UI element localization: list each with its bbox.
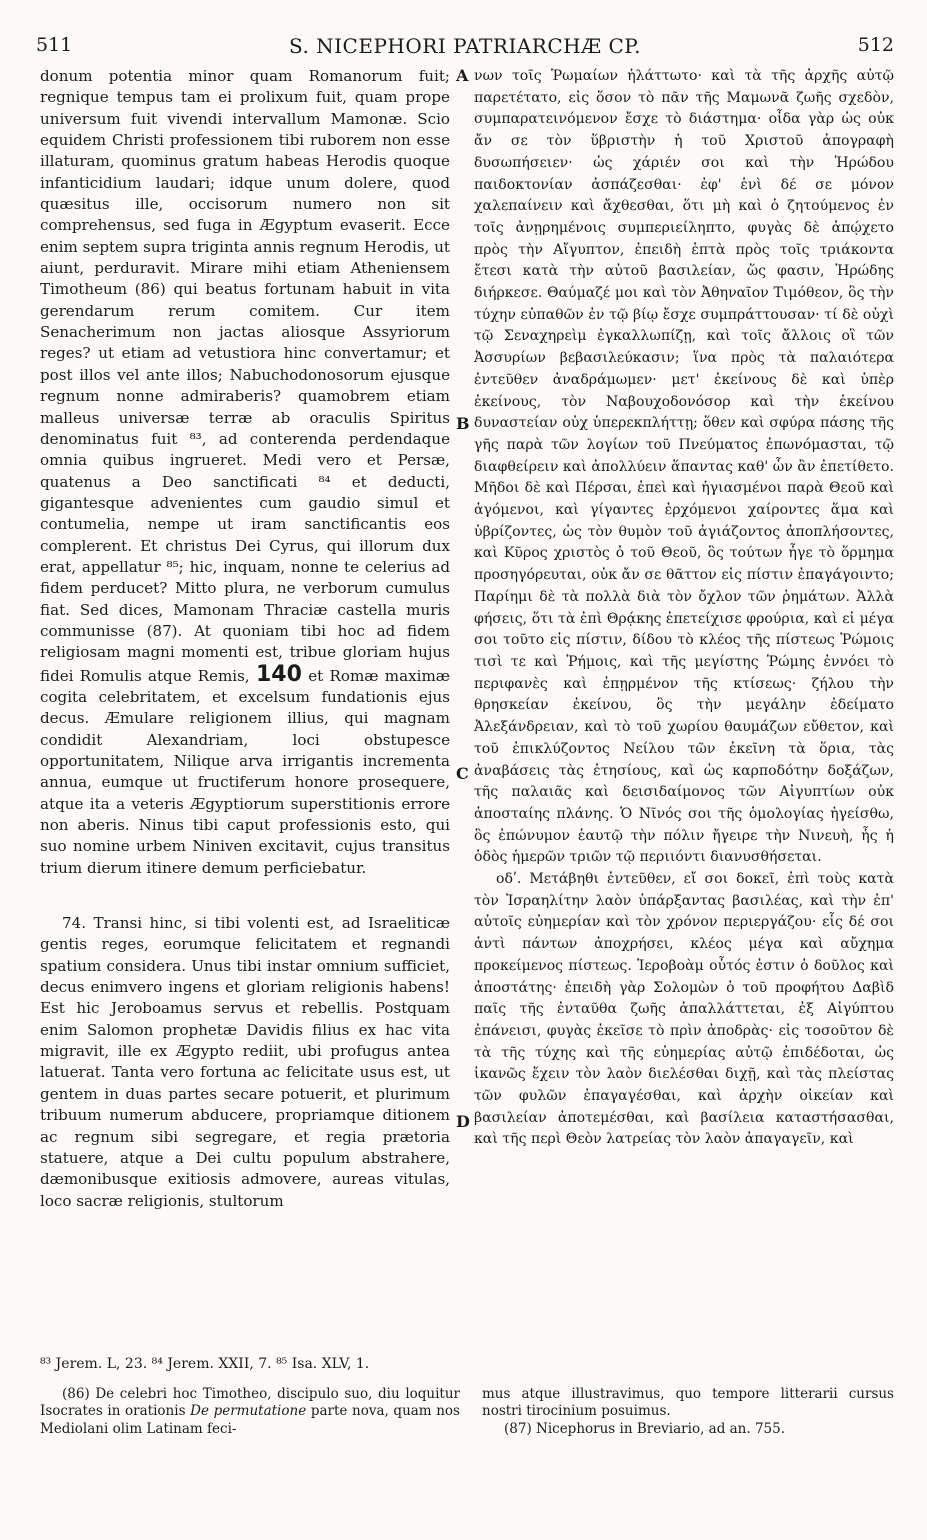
scripture-references: ⁸³ Jerem. L, 23. ⁸⁴ Jerem. XXII, 7. ⁸⁵ Isa. XLV, 1. — [40, 1356, 370, 1372]
footnote-86-text-b: parte nova, quam nos Mediolani olim Latinam feci- — [40, 1403, 460, 1437]
latin-paragraph-2: 74. Transi hinc, si tibi volenti est, ad Israeliticæ gentis reges, eorumque felicitatem et regnandi spatium considera. Unus tibi instar omnium sufficiet, decus enimvero ingens et gloriam religionis habens! Est hic Jeroboamus servus et rebellis. Postquam enim Salomon prophetæ Davidis filius ex hac vita migravit, ille ex Ægypto rediit, ubi profugus antea latuerat. Tanta vero fortuna ac felicitate usus est, ut gentem in duas partes secare potuerit, et plurimum tribuum numerum abducere, propriamque ditionem ac regnum sibi segregare, et regia prætoria statuere, atque a Dei cultu populum abstrahere, dæmonibusque exitiosis admovere, aureas vitulas, loco sacræ religionis, stultorum — [40, 914, 450, 1210]
footnote-86-work-title: De permutatione — [190, 1403, 307, 1420]
margin-letter-c: C — [456, 764, 469, 783]
running-title: S. NICEPHORI PATRIARCHÆ CP. — [288, 34, 642, 58]
greek-column — [474, 66, 894, 1151]
footnotes-left — [40, 1386, 460, 1438]
greek-paragraph-2: οδʹ. Μετάβηθι ἐντεῦθεν, εἴ σοι δοκεῖ, ἐπὶ τοὺς κατὰ τὸν Ἰσραηλίτην λαὸν ὑπάρξαντας βασιλέας, καὶ τὴν ἐπ' αὐτοῖς εὐημερίαν καὶ τὸν χρόνον περιεργάζου· εἷς δέ σοι ἀντὶ πάντων ἀποχρήσει, κλέος μέγα καὶ αὔχημα προκείμενος πίστεως. Ἱεροβοὰμ οὗτός ἐστιν ὁ δοῦλος καὶ ἀποστάτης· ἐπειδὴ γὰρ Σολομὼν ὁ τοῦ προφήτου Δαβὶδ παῖς τῆς ἐνταῦθα ζωῆς ἀπαλλάττεται, ἐξ Αἰγύπτου ἐπάνεισι, φυγὰς ἐκεῖσε τὸ πρὶν ἀποδρὰς· εἰς τοσοῦτον δὲ τὰ τῆς τύχης καὶ τῆς εὐημερίας αὐτῷ ἐπιδέδοται, ὡς ἱκανῶς ἔχειν τὸν λαὸν διελέσθαι διχῇ, καὶ τὰς πλείστας τῶν φυλῶν ἐπαγαγέσθαι, καὶ ἀρχὴν οἰκείαν καὶ βασιλείαν ἀποτεμέσθαι, καὶ βασίλεια καταστήσασθαι, καὶ τῆς περὶ Θεὸν λατρείας τὸν λαὸν ἀπαγαγεῖν, καὶ — [474, 871, 894, 1148]
footnote-86-continued: mus atque illustravimus, quo tempore litterarii cursus nostri tirocinium posuimus. — [482, 1386, 894, 1420]
margin-letter-d: D — [456, 1112, 470, 1131]
footnotes-right — [482, 1386, 894, 1438]
footnote-86-text-a: (86) De celebri hoc Timotheo, discipulo suo, diu loquitur Isocrates in orationis — [40, 1386, 460, 1420]
page-number-left: 511 — [36, 34, 73, 56]
greek-paragraph-1: νων τοῖς Ῥωμαίων ἠλάττωτο· καὶ τὰ τῆς ἀρχῆς αὐτῷ παρετέτατο, εἰς ὅσον τὸ πᾶν τῆς Μαμωνᾶ ζωῆς σχεδὸν, συμπαρατεινόμενον ἔσχε τὸ διάστημα· οἶδα γὰρ ὡς οὐκ ἄν σε τὸν ὕβριστὴν ἡ τοῦ Χριστοῦ ἀπογραφὴ δυσωπήσειεν· ὡς χάριέν σοι καὶ τὴν Ἡρώδου παιδοκτονίαν ἀσπάζεσθαι· ἐφ' ἑνὶ δέ σε μόνον χαλεπαίνειν καὶ ἄχθεσθαι, ὅτι μὴ καὶ ὁ ζητούμενος ἐν τοῖς ἀνῃρημένοις συμπεριείληπτο, φυγὰς δὲ ἀπῴχετο πρὸς τὴν Αἴγυπτον, ἐπειδὴ ἑπτὰ πρὸς τοῖς τριάκοντα ἔτεσι κατὰ τὴν αὐτοῦ βασιλείαν, ὥς φασιν, Ἡρώδης διήρκεσε. Θαύμαζέ μοι καὶ τὸν Ἀθηναῖον Τιμόθεον, ὃς τὴν τύχην εὐπαθῶν ἐν τῷ βίῳ ἔσχε συμπράττουσαν· τί δὲ οὐχὶ τῷ Σεναχηρεὶμ ἐγκαλλωπίζῃ, καὶ τοῖς ἄλλοις οἳ τῶν Ἀσσυρίων βεβασιλεύκασιν; ἵνα πρὸς τὰ παλαιότερα ἐντεῦθεν ἀναδράμωμεν· μετ' ἐκείνους δὲ καὶ ὑπὲρ ἐκείνους, τὸν Ναβουχοδονόσορ καὶ τὴν ἐκείνου δυναστείαν οὐχ ὑπερεκπλήττῃ; ὅθεν καὶ σφύρα πάσης τῆς γῆς παρὰ τῶν λογίων τοῦ Πνεύματος ἐπωνόμασται, τῷ διαφθείρειν καὶ ἀπολλύειν ἅπαντας καθ' ὧν ἂν ἐπετίθετο. Μῆδοι δὲ καὶ Πέρσαι, ἐπεὶ καὶ ἡγιασμένοι παρὰ Θεοῦ καὶ ἀγόμενοι, καὶ γίγαντες ἐρχόμενοι χαίροντες ἅμα καὶ ὑβρίζοντες, ὡς τὸν θυμὸν τοῦ ἁγιάζοντος ἀποπλήσοντες, καὶ Κῦρος χριστὸς ὁ τοῦ Θεοῦ, ὃς τούτων ἦγε τὸ ὅρμημα προσηγόρευται, οὐκ ἄν σε θᾶττον εἰς πίστιν ἐπαγάγοιντο; Παρίημι δὲ τὰ πολλὰ διὰ τὸν ὄχλον τῶν ῥημάτων. Ἀλλὰ φήσεις, ὅτι τὰ ἐπὶ Θρᾴκης ἐπετείχισε φρούρια, καὶ εἰ μέγα σοι τοῦτο εἰς πίστιν, δίδου τὸ κλέος τῆς πίστεως Ῥώμοις τισὶ τε καὶ Ῥήμοις, καὶ τῆς μεγίστης Ῥώμης ἐννόει τὸ περιφανὲς καὶ ἐπῃρμένον τῆς κτίσεως· ζήλου τὴν θρησκείαν ἐκείνου, ὃς τὴν μεγάλην ἐδείματο Ἀλεξάνδρειαν, καὶ τὸ τοῦ χωρίου θαυμάζων εὔθετον, καὶ τοῦ ἐπικλύζοντος Νείλου τῶν ἐκεῖνη τὰ ὅρια, τὰς ἀναβάσεις τὰς ἐτησίους, καὶ ὡς καρποδότην δοξάζων, τῆς παλαιᾶς καὶ δεισιδαίμονος τῶν Αἰγυπτίων οὐκ ἀποσταίης πλάνης. Ὁ Νῖνός σοι τῆς ὁμολογίας ἡγείσθω, ὃς ἐπώνυμον ἑαυτῷ τὴν πόλιν ἤγειρε τὴν Νινευὴ, ἧς ἡ ὁδὸς ἡμερῶν τριῶν τῷ περιιόντι διανυσθήσεται. — [474, 68, 894, 866]
latin-paragraph-1 — [40, 66, 450, 879]
latin-paragraph-1-part-a: donum potentia minor quam Romanorum fuit; regnique tempus tam ei prolixum fuit, quam prope universum fuit vivendi intervallum Mamonæ. Scio equidem Christi professionem tibi ruborem non esse illaturam, quominus gratum habeas Herodis quoque infanticidium laudari; idque unum dolere, quod quæsitus ille, occisorum numero non sit comprehensus, sed fuga in Ægyptum evaserit. Ecce enim septem supra triginta annis regnum Herodis, ut aiunt, perduravit. Mirare mihi etiam Atheniensem Timotheum (86) qui beatus fortunam habuit in vita gerendarum rerum comitem. Cur item Senacherimum non jactas aliosque Assyriorum reges? ut etiam ad vetustiora hinc convertamur; et post illos vel ante illos; Nabuchodonosorum ejusque regnum nonne admiraberis? quamobrem etiam malleus universæ terræ ab oraculis Spiritus denominatus fuit ⁸³, ad conterenda perdendaque omnia quibus ingrueret. Medi vero et Persæ, quatenus a Deo sanctificati ⁸⁴ et deducti, gigantesque advenientes cum gaudio simul et contumelia, nempe ut iram sanctificantis eos complerent. Et christus Dei Cyrus, qui illorum dux erat, appellatur ⁸⁵; hic, inquam, nonne te celerius ad fidem perducet? Mitto plura, ne verborum cumulus fiat. Sed dices, Mamonam Thraciæ castella muris communisse (87). At quoniam tibi hoc ad fidem religiosam magni momenti est, tribue gloriam hujus fidei Romulis atque Remis, — [40, 67, 450, 685]
column-number: 140 — [255, 661, 302, 687]
latin-paragraph-1-part-b: et Romæ maximæ cogita celebritatem, et excelsum fundationis ejus decus. Æmulare religionem illius, qui magnam condidit Alexandriam, loci obstupesce opportunitatem, Nilique arva irrigantis incrementa annua, eumque ut fructiferum honore prosequere, atque ita a veteris Ægyptiorum superstitionis errore non aberis. Ninus tibi caput professionis esto, qui suo nomine urbem Niniven excitavit, cujus transitus trium dierum itinere demum perficiebatur. — [40, 666, 450, 877]
page-header — [36, 34, 894, 64]
page-number-right: 512 — [857, 34, 894, 56]
footnote-87: (87) Nicephorus in Breviario, ad an. 755. — [504, 1420, 786, 1437]
footnote-86 — [40, 1386, 460, 1438]
latin-column — [40, 66, 450, 1212]
margin-letter-a: A — [456, 66, 469, 85]
margin-letter-b: B — [456, 414, 470, 433]
